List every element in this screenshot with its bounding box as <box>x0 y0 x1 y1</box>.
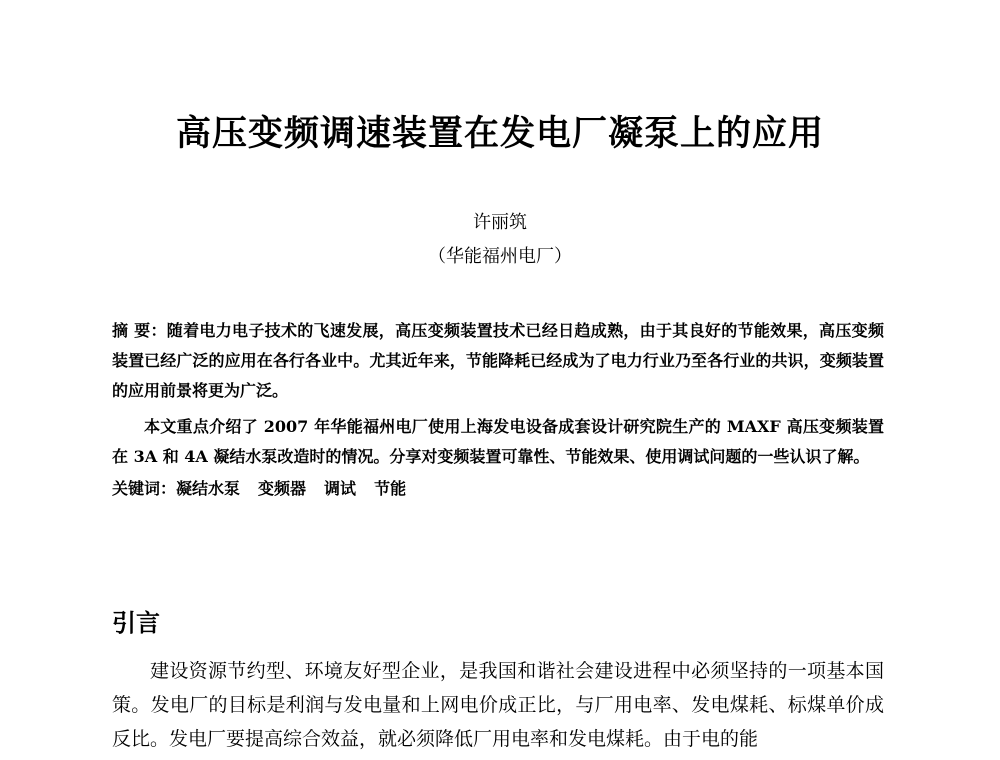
abstract-label: 摘 要： <box>112 321 167 340</box>
introduction-body <box>112 654 884 756</box>
keyword-item: 变频器 <box>258 479 307 498</box>
keyword-item: 节能 <box>374 479 407 498</box>
introduction-paragraph: 建设资源节约型、环境友好型企业，是我国和谐社会建设进程中必须坚持的一项基本国策。发电厂的目标是利润与发电量和上网电价成正比，与厂用电率、发电煤耗、标煤单价成反比。发电厂要提高综合效益，就必须降低厂用电率和发电煤耗。由于电的能 <box>112 660 884 750</box>
author-name: 许丽筑 <box>473 212 527 233</box>
keyword-item: 凝结水泵 <box>176 479 241 498</box>
abstract-section <box>112 316 884 504</box>
abstract-text-1: 随着电力电子技术的飞速发展，高压变频装置技术已经日趋成熟，由于其良好的节能效果，高压变频装置已经广泛的应用在各行各业中。尤其近年来，节能降耗已经成为了电力行业乃至各行业的共识，变频装置的应用前景将更为广泛。 <box>112 321 884 400</box>
keyword-item: 调试 <box>324 479 357 498</box>
abstract-paragraph-2: 本文重点介绍了 2007 年华能福州电厂使用上海发电设备成套设计研究院生产的 MAXF 高压变频装置在 3A 和 4A 凝结水泵改造时的情况。分享对变频装置可靠性、节能效果、使用调试问题的一些认识了解。 <box>112 417 884 466</box>
keywords-label: 关键词： <box>112 479 177 498</box>
author-affiliation: （华能福州电厂） <box>428 246 572 267</box>
section-heading-introduction: 引言 <box>112 609 160 637</box>
paper-title: 高压变频调速装置在发电厂凝泵上的应用 <box>175 114 824 154</box>
keywords-line <box>112 474 884 504</box>
abstract-paragraph-1 <box>112 316 884 406</box>
